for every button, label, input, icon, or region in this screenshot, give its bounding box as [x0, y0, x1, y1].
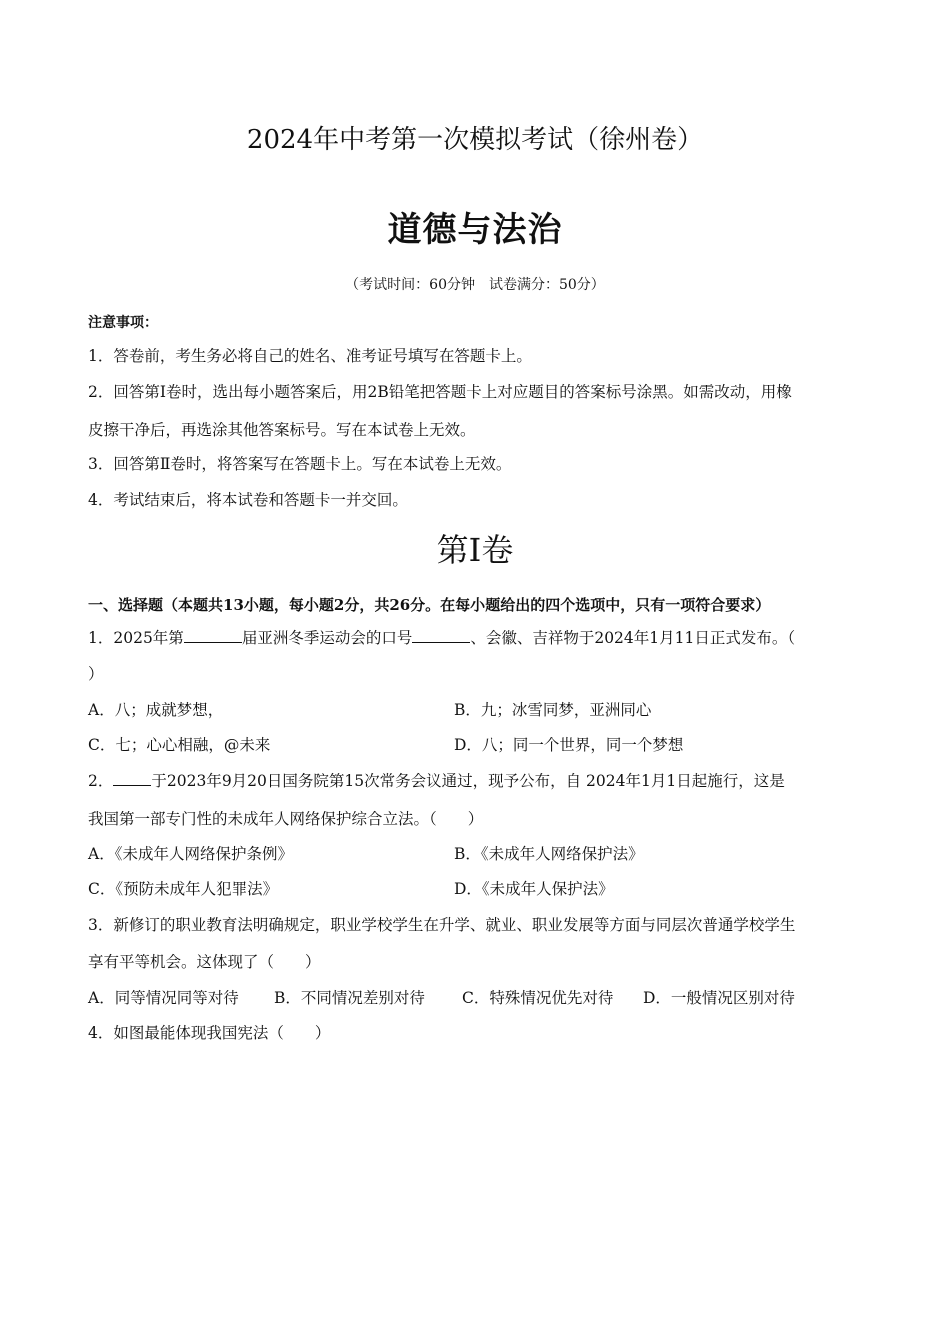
q1-blank-2 [412, 626, 470, 643]
question-2 [88, 769, 863, 793]
q1-text-c: 、会徽、吉祥物于2024年1月11日正式发布。（ [470, 629, 796, 647]
q3-option-c: C．特殊情况优先对待 [462, 989, 614, 1007]
exam-title: 2024年中考第一次模拟考试（徐州卷） [246, 125, 704, 155]
q2-text-b: 于2023年9月20日国务院第15次常务会议通过，现予公布，自 2024年1月1日起施行，这是 [151, 772, 785, 790]
q1-text-b: 届亚洲冬季运动会的口号 [241, 629, 413, 647]
notice-item-1: 1．答卷前，考生务必将自己的姓名、准考证号填写在答题卡上。 [88, 347, 532, 365]
q1-option-d: D．八；同一个世界，同一个梦想 [454, 736, 684, 754]
question-4: 4．如图最能体现我国宪法（ ） [88, 1024, 331, 1042]
q1-text-line2: ） [88, 665, 104, 683]
section-title: 第Ⅰ卷 [436, 531, 514, 569]
notice-item-3: 3．回答第Ⅱ卷时，将答案写在答题卡上。写在本试卷上无效。 [88, 455, 512, 473]
question-1 [88, 626, 863, 650]
q1-option-a: A．八；成就梦想， [88, 701, 224, 719]
q3-text-line2: 享有平等机会。这体现了（ ） [88, 953, 321, 971]
q1-blank-1 [184, 626, 242, 643]
q1-text-a: 1．2025年第 [88, 629, 184, 647]
q3-option-b: B．不同情况差别对待 [274, 989, 425, 1007]
notice-item-2-cont: 皮擦干净后，再选涂其他答案标号。写在本试卷上无效。 [88, 421, 476, 439]
exam-info: （考试时间：60分钟 试卷满分：50分） [345, 277, 605, 293]
q1-option-c: C．七；心心相融，@未来 [88, 736, 271, 754]
question-3: 3．新修订的职业教育法明确规定，职业学校学生在升学、就业、职业发展等方面与同层次普通学校学生 [88, 916, 796, 934]
q3-option-d: D．一般情况区别对待 [643, 989, 795, 1007]
q2-option-d: D．《未成年人保护法》 [454, 880, 614, 898]
q2-text-line2: 我国第一部专门性的未成年人网络保护综合立法。（ ） [88, 810, 484, 828]
q3-option-a: A．同等情况同等对待 [88, 989, 239, 1007]
q2-blank [113, 769, 151, 786]
q1-option-b: B．九；冰雪同梦，亚洲同心 [454, 701, 652, 719]
q2-option-a: A．《未成年人网络保护条例》 [88, 845, 293, 863]
q2-text-a: 2． [88, 772, 114, 790]
q2-option-b: B．《未成年人网络保护法》 [454, 845, 644, 863]
subject-title: 道德与法治 [387, 210, 563, 250]
notice-heading: 注意事项： [88, 315, 158, 331]
notice-item-2: 2．回答第Ⅰ卷时，选出每小题答案后，用2B铅笔把答题卡上对应题目的答案标号涂黑。如需改动，用橡 [88, 383, 792, 401]
q2-option-c: C．《预防未成年人犯罪法》 [88, 880, 279, 898]
question-section-heading: 一、选择题（本题共13小题，每小题2分，共26分。在每小题给出的四个选项中，只有一项符合要求） [88, 596, 771, 614]
notice-item-4: 4．考试结束后，将本试卷和答题卡一并交回。 [88, 491, 408, 509]
